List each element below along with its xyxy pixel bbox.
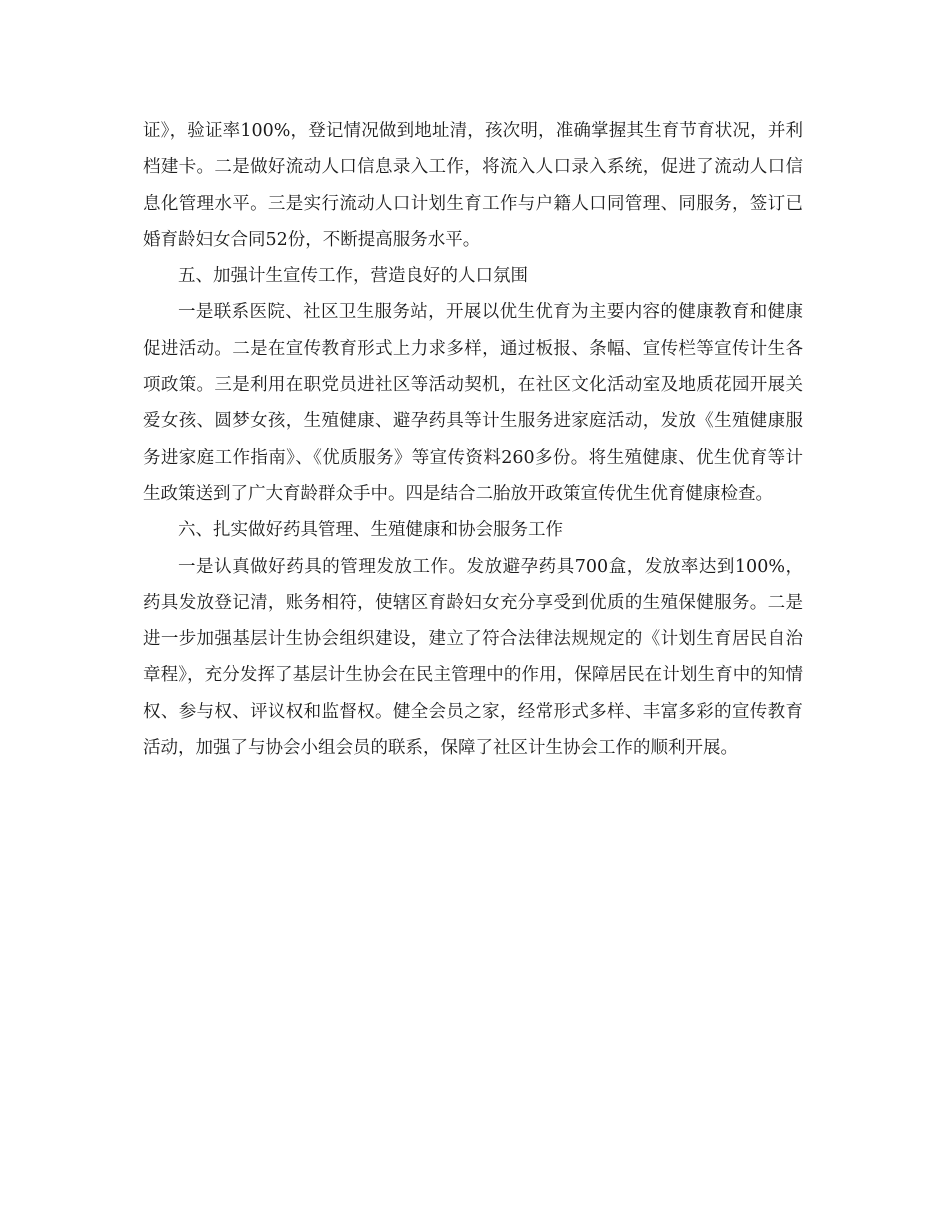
paragraph-continuation: 证》，验证率100%，登记情况做到地址清，孩次明，准确掌握其生育节育状况，并利档建卡。二是做好流动人口信息录入工作，将流入人口录入系统，促进了流动人口信息化管理水平。三是实行流动人口计划生育工作与户籍人口同管理、同服务，签订已婚育龄妇女合同52份，不断提高服务水平。: [143, 121, 803, 250]
section-heading-6: 六、扎实做好药具管理、生殖健康和协会服务工作: [178, 520, 563, 541]
section-heading-5: 五、加强计生宣传工作，营造良好的人口氛围: [178, 266, 528, 287]
paragraph-section-6: 一是认真做好药具的管理发放工作。发放避孕药具700盒，发放率达到100%，药具发放登记清，账务相符，使辖区育龄妇女充分享受到优质的生殖保健服务。二是进一步加强基层计生协会组织建设，建立了符合法律法规规定的《计划生育居民自治章程》，充分发挥了基层计生协会在民主管理中的作用，保障居民在计划生育中的知情权、参与权、评议权和监督权。健全会员之家，经常形式多样、丰富多彩的宣传教育活动，加强了与协会小组会员的联系，保障了社区计生协会工作的顺利开展。: [143, 556, 803, 759]
document-body: [143, 113, 803, 766]
paragraph-section-5: 一是联系医院、社区卫生服务站，开展以优生优育为主要内容的健康教育和健康促进活动。二是在宣传教育形式上力求多样，通过板报、条幅、宣传栏等宣传计生各项政策。三是利用在职党员进社区等活动契机，在社区文化活动室及地质花园开展关爱女孩、圆梦女孩，生殖健康、避孕药具等计生服务进家庭活动，发放《生殖健康服务进家庭工作指南》、《优质服务》等宣传资料260多份。将生殖健康、优生优育等计生政策送到了广大育龄群众手中。四是结合二胎放开政策宣传优生优育健康检查。: [143, 302, 803, 504]
